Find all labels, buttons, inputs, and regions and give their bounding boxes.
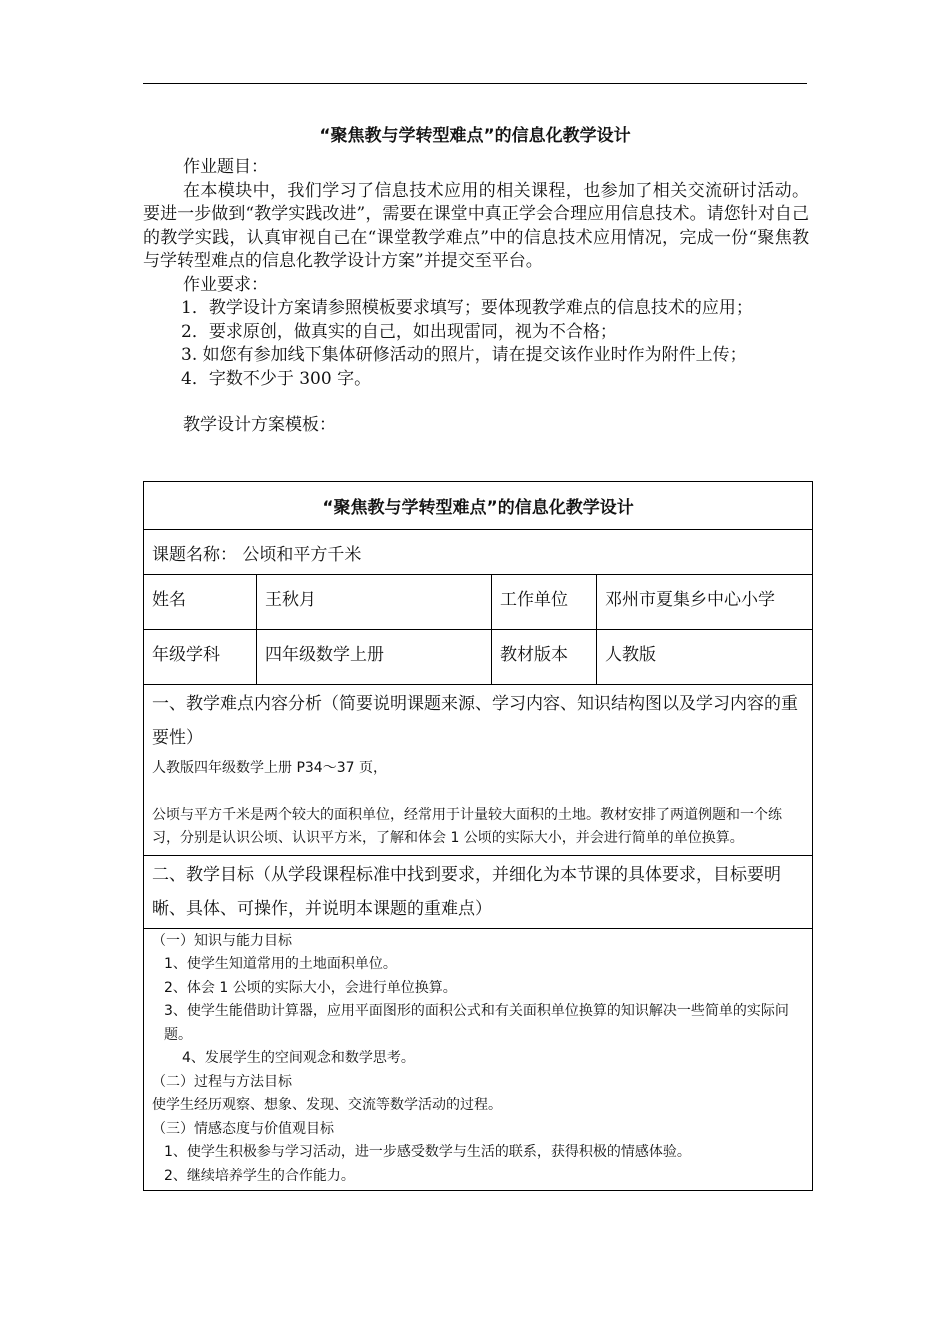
- grade-value: 四年级数学上册: [257, 630, 492, 685]
- topic-label: 作业题目：: [183, 157, 268, 177]
- requirements-label: 作业要求：: [183, 274, 268, 295]
- document-title: “聚焦教与学转型难点”的信息化教学设计: [319, 126, 631, 146]
- requirement-item: 4．字数不少于 300 字。: [181, 368, 372, 389]
- design-template-table: [143, 481, 813, 1191]
- template-title: “聚焦教与学转型难点”的信息化教学设计: [144, 482, 813, 530]
- edition-label: 教材版本: [492, 630, 597, 685]
- goal-item: 1、使学生知道常用的土地面积单位。: [164, 956, 397, 972]
- header-rule: [143, 83, 807, 84]
- name-value: 王秋月: [257, 575, 492, 630]
- goal-heading: （一）知识与能力目标: [152, 932, 292, 949]
- section1-heading: 一、教学难点内容分析（简要说明课题来源、学习内容、知识结构图以及学习内容的重要性）: [152, 694, 798, 748]
- section2-head-cell: [144, 855, 813, 928]
- section2-heading: 二、教学目标（从学段课程标准中找到要求，并细化为本节课的具体要求，目标要明晰、具体、可操作，并说明本课题的重难点）: [152, 864, 781, 919]
- requirement-item: 3. 如您有参加线下集体研修活动的照片，请在提交该作业时作为附件上传；: [181, 345, 747, 365]
- requirement-item: 2．要求原创，做真实的自己，如出现雷同，视为不合格；: [181, 321, 617, 342]
- unit-value: 邓州市夏集乡中心小学: [597, 575, 813, 630]
- template-label: 教学设计方案模板：: [183, 415, 336, 435]
- goal-heading: （三）情感态度与价值观目标: [152, 1120, 334, 1137]
- edition-value: 人教版: [597, 630, 813, 685]
- goal-item: 3、使学生能借助计算器，应用平面图形的面积公式和有关面积单位换算的知识解决一些简单的实际问题。: [164, 1003, 789, 1043]
- assignment-body: [143, 156, 809, 438]
- requirement-item: 1．教学设计方案请参照模板要求填写；要体现教学难点的信息技术的应用；: [181, 298, 753, 318]
- unit-label: 工作单位: [492, 575, 597, 630]
- section1-source: 人教版四年级数学上册 P34～37 页，: [152, 760, 387, 776]
- section1-analysis: 公顷与平方千米是两个较大的面积单位，经常用于计量较大面积的土地。教材安排了两道例题和一个练习，分别是认识公顷、认识平方米，了解和体会 1 公顷的实际大小，并会进行简单的单位换算。: [152, 806, 782, 846]
- goal-item: 2、体会 1 公顷的实际大小，会进行单位换算。: [164, 979, 457, 996]
- goal-item: 2、继续培养学生的合作能力。: [164, 1167, 355, 1184]
- topic-text: 在本模块中，我们学习了信息技术应用的相关课程，也参加了相关交流研讨活动。要进一步做到“教学实践改进”，需要在课堂中真正学会合理应用信息技术。请您针对自己的教学实践，认真审视自己在“课堂教学难点”中的信息技术应用情况，完成一份“聚焦教与学转型难点的信息化教学设计方案”并提交至平台。: [143, 180, 809, 271]
- grade-label: 年级学科: [144, 630, 257, 685]
- goal-item: 4、发展学生的空间观念和数学思考。: [182, 1050, 415, 1066]
- goal-text: 使学生经历观察、想象、发现、交流等数学活动的过程。: [152, 1097, 502, 1113]
- name-label: 姓名: [144, 575, 257, 630]
- course-name: 课题名称： 公顷和平方千米: [144, 530, 813, 575]
- goals-cell: [144, 928, 813, 1191]
- goal-item: 1、使学生积极参与学习活动，进一步感受数学与生活的联系，获得积极的情感体验。: [164, 1144, 691, 1160]
- goal-heading: （二）过程与方法目标: [152, 1073, 292, 1090]
- section1-cell: [144, 685, 813, 856]
